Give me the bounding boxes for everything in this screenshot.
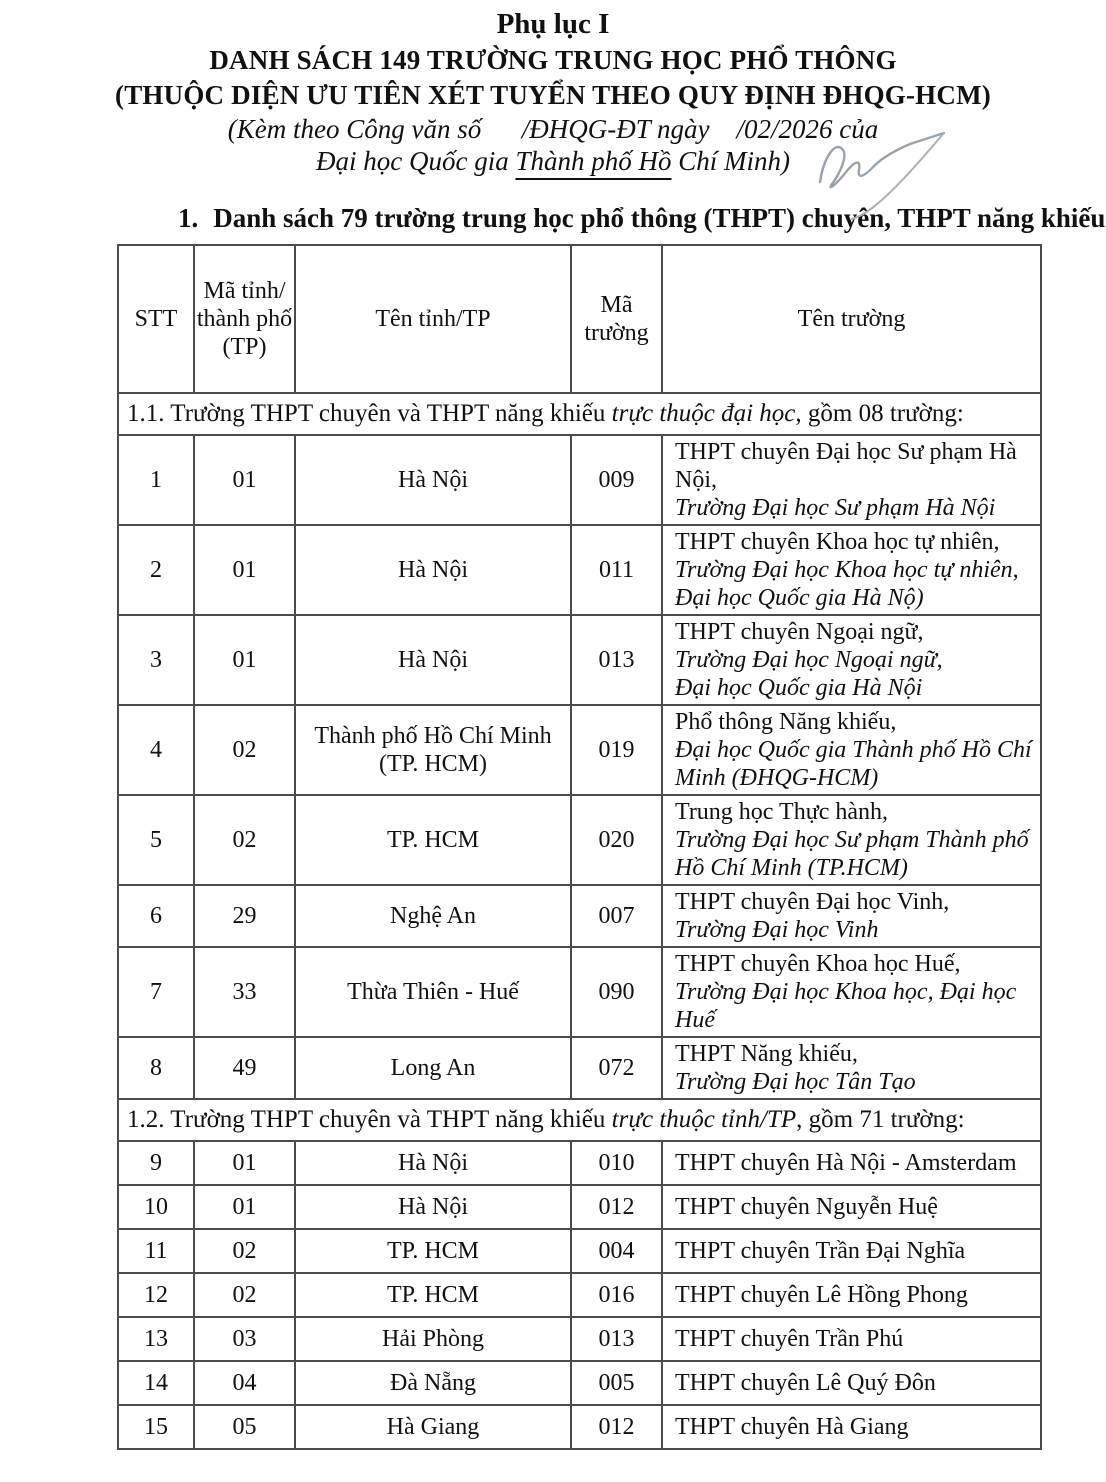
- doc-title-line-2: (THUỘC DIỆN ƯU TIÊN XÉT TUYỂN THEO QUY ĐỊNH ĐHQG-HCM): [115, 80, 991, 110]
- school-row: [118, 1317, 1041, 1361]
- school-name-text: THPT chuyên Hà Giang: [675, 1414, 909, 1440]
- school-code-cell: 004: [571, 1229, 662, 1273]
- subsection-title: [118, 1099, 1041, 1141]
- province-code-cell: 01: [194, 1141, 295, 1185]
- province-name-cell: TP. HCM: [295, 795, 571, 885]
- school-name-cell: [662, 1273, 1041, 1317]
- school-name-text: THPT chuyên Trần Phú: [675, 1326, 904, 1352]
- doc-title-line-1: DANH SÁCH 149 TRƯỜNG TRUNG HỌC PHỔ THÔNG: [209, 45, 897, 75]
- school-code-cell: 007: [571, 885, 662, 947]
- province-code-cell: 01: [194, 435, 295, 525]
- school-name-cell: [662, 1229, 1041, 1273]
- issuer-suffix: Chí Minh): [671, 146, 790, 176]
- province-code-cell: 03: [194, 1317, 295, 1361]
- school-parent-institution: Đại học Quốc gia Thành phố Hồ Chí Minh (ĐHQG-HCM): [675, 737, 1032, 791]
- school-name-cell: [662, 1317, 1041, 1361]
- school-parent-institution: Trường Đại học Khoa học, Đại học Huế: [675, 979, 1017, 1033]
- column-header-province-name: Tên tỉnh/TP: [295, 245, 571, 393]
- stt-cell: 8: [118, 1037, 194, 1099]
- school-code-cell: 090: [571, 947, 662, 1037]
- province-code-cell: 05: [194, 1405, 295, 1449]
- header-row: [118, 245, 1041, 393]
- section-1-title: Danh sách 79 trường trung học phổ thông (THPT) chuyên, THPT năng khiếu: [213, 203, 1106, 233]
- school-name-text: THPT chuyên Hà Nội - Amsterdam: [675, 1150, 1017, 1176]
- signature-scribble-icon: [806, 120, 956, 222]
- school-code-cell: 005: [571, 1361, 662, 1405]
- school-code-cell: 012: [571, 1405, 662, 1449]
- school-row: [118, 435, 1041, 525]
- province-name-cell: Hà Nội: [295, 435, 571, 525]
- school-parent-institution: Trường Đại học Khoa học tự nhiên,: [675, 557, 1019, 583]
- column-header-stt: STT: [118, 245, 194, 393]
- subsection-title-prefix: 1.2. Trường THPT chuyên và THPT năng khiếu: [127, 1106, 612, 1133]
- document-header: [0, 0, 1106, 177]
- province-name-cell: TP. HCM: [295, 1273, 571, 1317]
- school-code-cell: 016: [571, 1273, 662, 1317]
- province-code-cell: 02: [194, 705, 295, 795]
- province-name-cell: Thừa Thiên - Huế: [295, 947, 571, 1037]
- province-name-cell: Hải Phòng: [295, 1317, 571, 1361]
- school-parent-institution: Trường Đại học Sư phạm Thành phố Hồ Chí Minh (TP.HCM): [675, 827, 1029, 881]
- school-code-cell: 009: [571, 435, 662, 525]
- school-name-cell: [662, 435, 1041, 525]
- province-name-cell: Hà Giang: [295, 1405, 571, 1449]
- school-parent-institution: Trường Đại học Ngoại ngữ,: [675, 647, 943, 673]
- school-name-cell: [662, 705, 1041, 795]
- section-1-number: 1.: [178, 203, 199, 233]
- school-row: [118, 615, 1041, 705]
- stt-cell: 6: [118, 885, 194, 947]
- subsection-title: [118, 393, 1041, 435]
- province-code-cell: 02: [194, 795, 295, 885]
- subsection-title-suffix: , gồm 71 trường:: [796, 1106, 965, 1133]
- province-code-cell: 49: [194, 1037, 295, 1099]
- province-name-cell: Nghệ An: [295, 885, 571, 947]
- province-code-cell: 02: [194, 1273, 295, 1317]
- issuer-underlined-text: Thành phố Hồ: [515, 146, 672, 176]
- school-row: [118, 1185, 1041, 1229]
- province-code-cell: 01: [194, 615, 295, 705]
- stt-cell: 7: [118, 947, 194, 1037]
- school-parent-institution: Trường Đại học Vinh: [675, 917, 879, 943]
- school-name-cell: [662, 1361, 1041, 1405]
- school-name-text: Phổ thông Năng khiếu,: [675, 709, 897, 735]
- school-code-cell: 010: [571, 1141, 662, 1185]
- school-name-text: THPT chuyên Nguyễn Huệ: [675, 1194, 938, 1220]
- school-name-cell: [662, 615, 1041, 705]
- school-name-text: THPT chuyên Khoa học tự nhiên,: [675, 529, 1000, 555]
- school-code-cell: 072: [571, 1037, 662, 1099]
- province-name-cell: Hà Nội: [295, 1141, 571, 1185]
- school-parent-institution: Trường Đại học Tân Tạo: [675, 1069, 916, 1095]
- school-parent-institution: Đại học Quốc gia Hà Nội: [675, 675, 923, 701]
- school-parent-institution: Trường Đại học Sư phạm Hà Nội: [675, 495, 996, 521]
- school-row: [118, 795, 1041, 885]
- school-name-text: THPT chuyên Lê Hồng Phong: [675, 1282, 968, 1308]
- issuer-prefix: Đại học Quốc gia: [316, 146, 516, 176]
- province-name-cell: Hà Nội: [295, 1185, 571, 1229]
- province-code-cell: 01: [194, 525, 295, 615]
- school-code-cell: 013: [571, 615, 662, 705]
- stt-cell: 3: [118, 615, 194, 705]
- subsection-header-row: [118, 393, 1041, 435]
- province-name-cell: Hà Nội: [295, 525, 571, 615]
- school-code-cell: 020: [571, 795, 662, 885]
- subsection-title-suffix: , gồm 08 trường:: [795, 400, 964, 427]
- province-name-cell: TP. HCM: [295, 1229, 571, 1273]
- stt-cell: 12: [118, 1273, 194, 1317]
- subsection-title-italic: trực thuộc đại học: [611, 400, 796, 427]
- doc-subtitle-line-1: (Kèm theo Công văn số /ĐHQG-ĐT ngày /02/2026 của: [227, 114, 879, 144]
- school-name-text: THPT chuyên Trần Đại Nghĩa: [675, 1238, 966, 1264]
- appendix-title: Phụ lục I: [496, 8, 610, 40]
- school-parent-institution: Đại học Quốc gia Hà Nộ): [675, 585, 924, 611]
- school-row: [118, 1229, 1041, 1273]
- subsection-header-row: [118, 1099, 1041, 1141]
- school-code-cell: 012: [571, 1185, 662, 1229]
- school-name-cell: [662, 525, 1041, 615]
- school-name-text: THPT chuyên Đại học Vinh,: [675, 889, 950, 915]
- stt-cell: 10: [118, 1185, 194, 1229]
- stt-cell: 4: [118, 705, 194, 795]
- school-name-text: Trung học Thực hành,: [675, 799, 888, 825]
- stt-cell: 14: [118, 1361, 194, 1405]
- school-code-cell: 011: [571, 525, 662, 615]
- schools-table-header: [118, 245, 1041, 393]
- school-row: [118, 1141, 1041, 1185]
- stt-cell: 9: [118, 1141, 194, 1185]
- school-name-cell: [662, 885, 1041, 947]
- school-row: [118, 1273, 1041, 1317]
- province-code-cell: 33: [194, 947, 295, 1037]
- stt-cell: 5: [118, 795, 194, 885]
- school-name-cell: [662, 947, 1041, 1037]
- subsection-title-italic: trực thuộc tỉnh/TP: [611, 1106, 797, 1133]
- province-name-cell: Đà Nẵng: [295, 1361, 571, 1405]
- province-code-cell: 01: [194, 1185, 295, 1229]
- school-row: [118, 885, 1041, 947]
- school-name-cell: [662, 1185, 1041, 1229]
- school-name-text: THPT chuyên Lê Quý Đôn: [675, 1370, 936, 1396]
- stt-cell: 15: [118, 1405, 194, 1449]
- stt-cell: 11: [118, 1229, 194, 1273]
- column-header-school-name: Tên trường: [662, 245, 1041, 393]
- stt-cell: 13: [118, 1317, 194, 1361]
- school-name-cell: [662, 1141, 1041, 1185]
- column-header-province-code: Mã tỉnh/ thành phố (TP): [194, 245, 295, 393]
- school-name-text: THPT chuyên Đại học Sư phạm Hà Nội,: [675, 439, 1017, 493]
- school-code-cell: 019: [571, 705, 662, 795]
- province-code-cell: 29: [194, 885, 295, 947]
- school-name-text: THPT Năng khiếu,: [675, 1041, 858, 1067]
- school-row: [118, 1405, 1041, 1449]
- school-name-cell: [662, 1405, 1041, 1449]
- school-name-cell: [662, 1037, 1041, 1099]
- province-name-cell: Long An: [295, 1037, 571, 1099]
- province-name-cell: Hà Nội: [295, 615, 571, 705]
- column-header-school-code: Mã trường: [571, 245, 662, 393]
- schools-table: [117, 244, 1042, 1450]
- section-1-heading: [178, 203, 1106, 234]
- school-row: [118, 705, 1041, 795]
- province-code-cell: 02: [194, 1229, 295, 1273]
- school-row: [118, 947, 1041, 1037]
- stt-cell: 1: [118, 435, 194, 525]
- school-row: [118, 1037, 1041, 1099]
- subsection-title-prefix: 1.1. Trường THPT chuyên và THPT năng khiếu: [127, 400, 612, 427]
- school-code-cell: 013: [571, 1317, 662, 1361]
- school-row: [118, 1361, 1041, 1405]
- school-row: [118, 525, 1041, 615]
- school-name-text: THPT chuyên Khoa học Huế,: [675, 951, 961, 977]
- schools-table-body: [118, 393, 1041, 1449]
- province-code-cell: 04: [194, 1361, 295, 1405]
- school-name-cell: [662, 795, 1041, 885]
- school-name-text: THPT chuyên Ngoại ngữ,: [675, 619, 924, 645]
- stt-cell: 2: [118, 525, 194, 615]
- province-name-cell: Thành phố Hồ Chí Minh (TP. HCM): [295, 705, 571, 795]
